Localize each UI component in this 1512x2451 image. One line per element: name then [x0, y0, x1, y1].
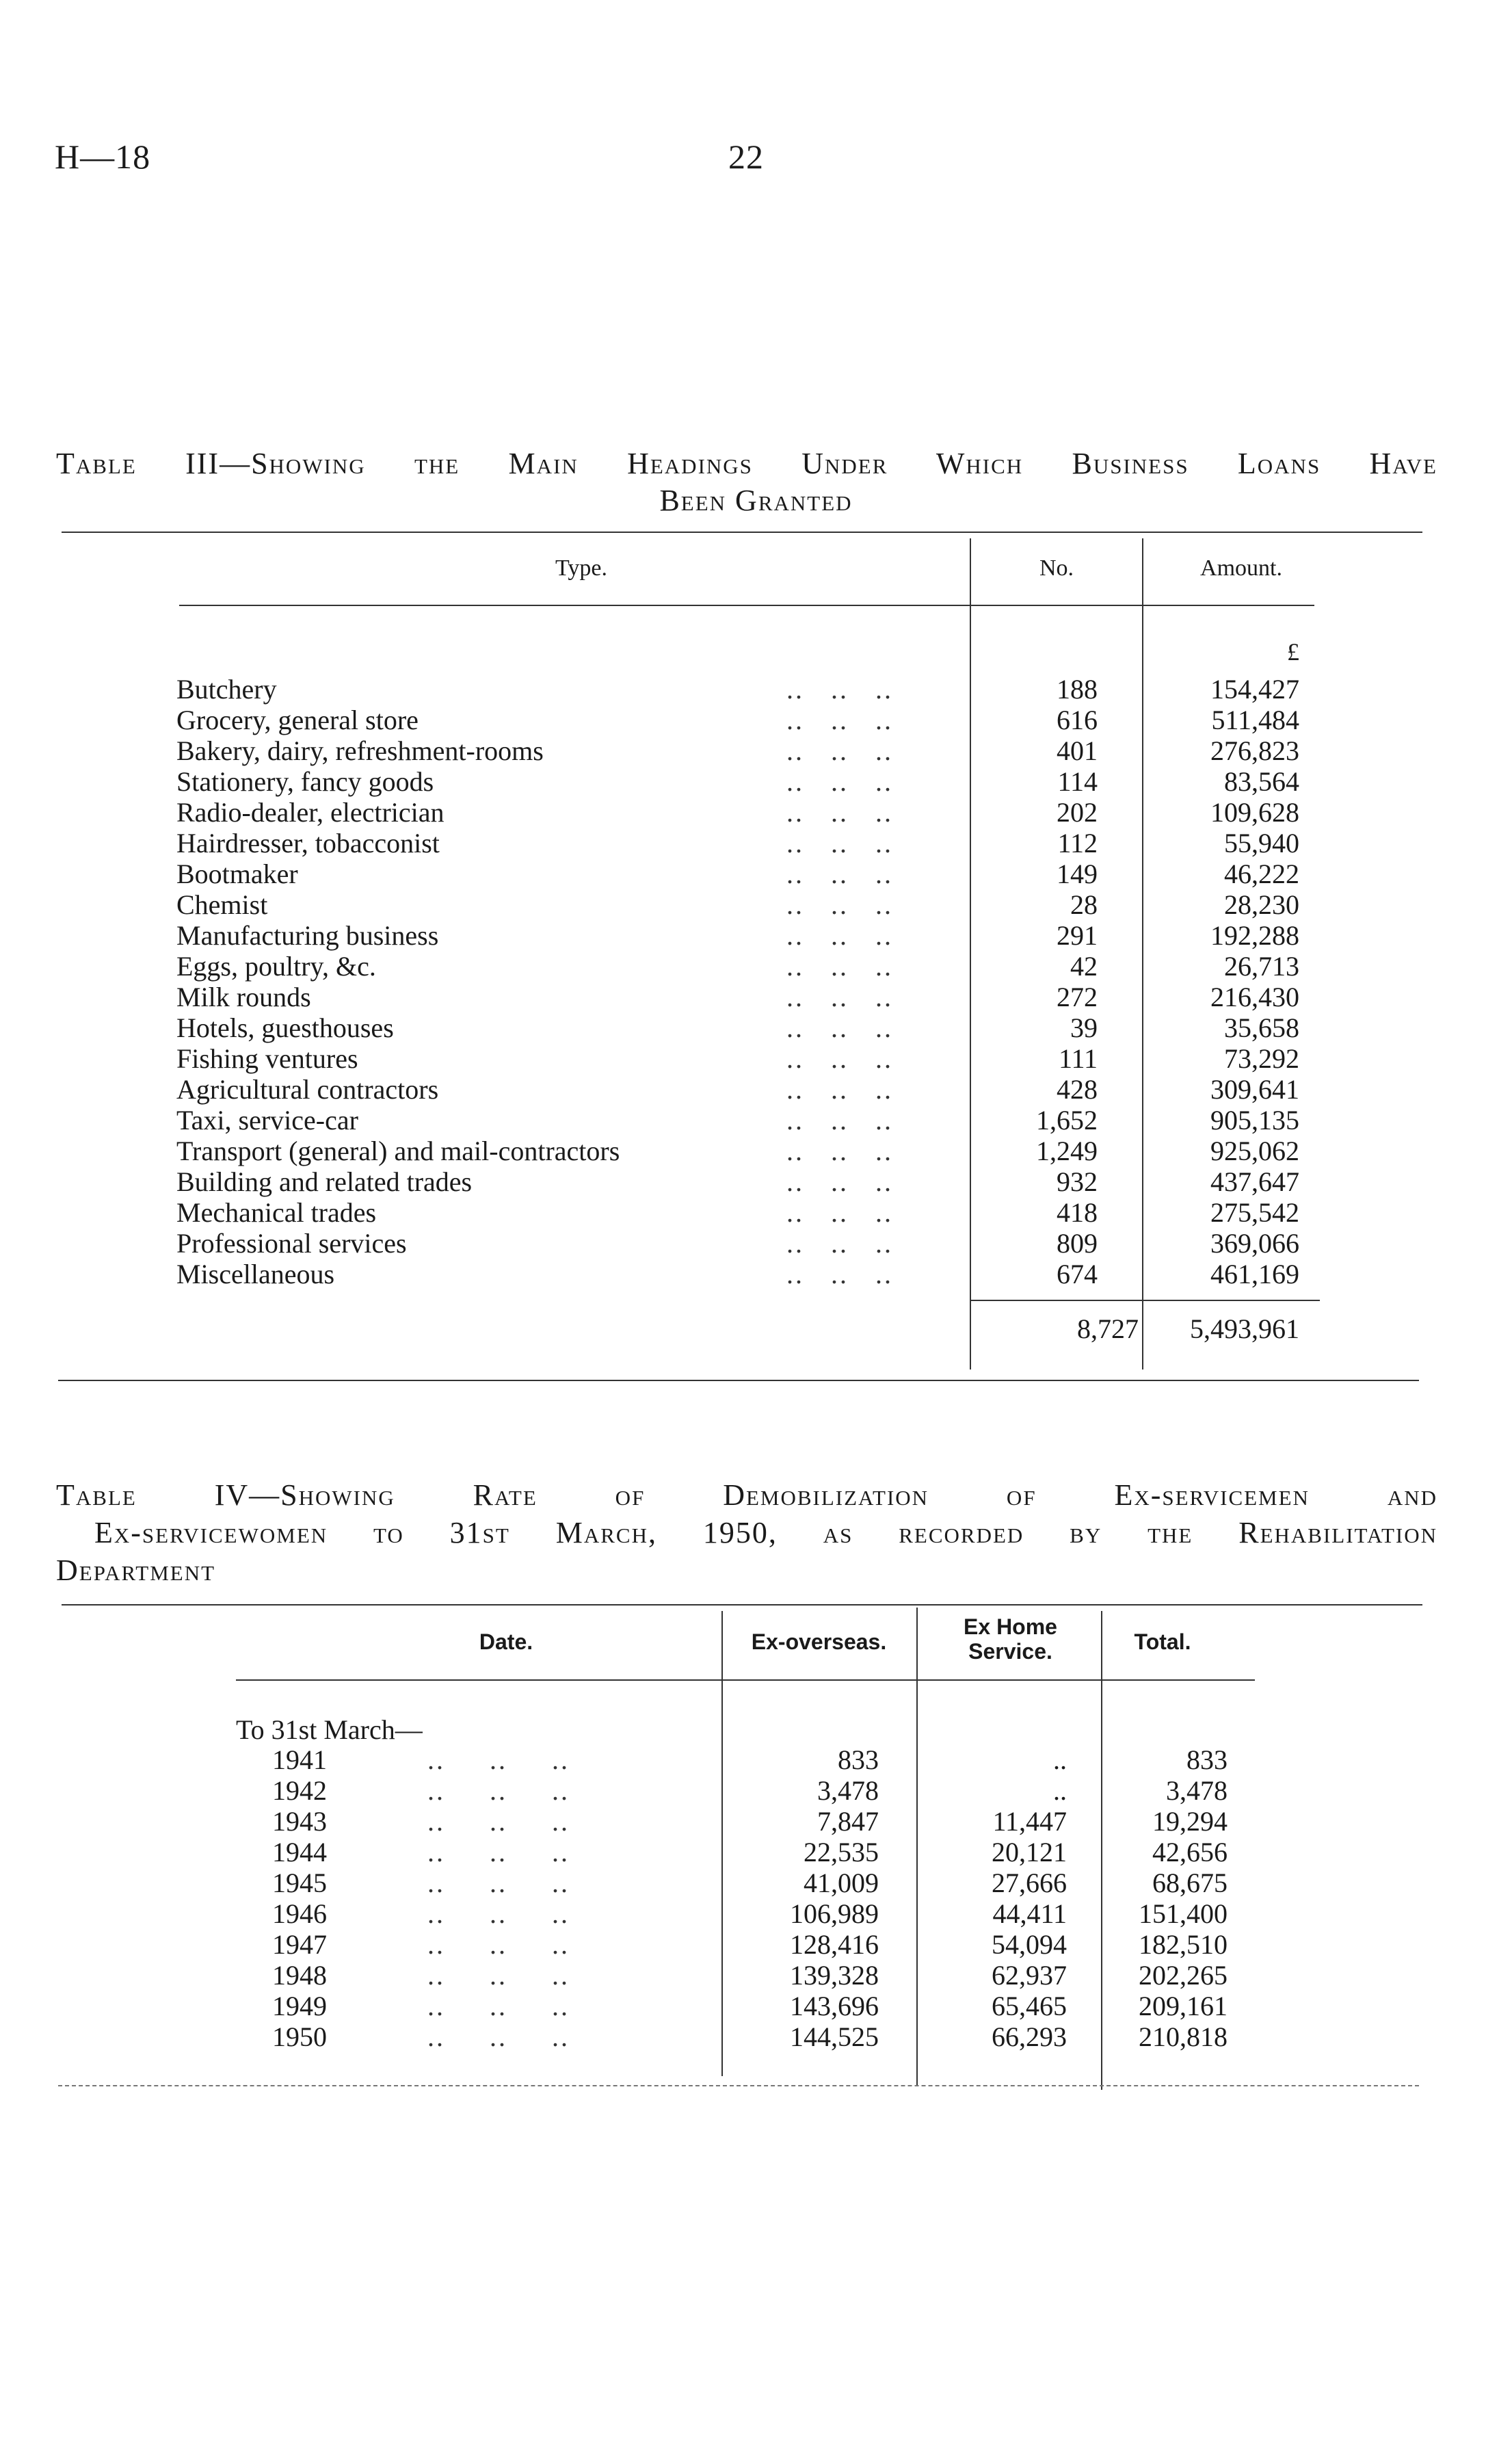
table-row — [0, 705, 1512, 735]
table-row — [0, 1867, 1512, 1898]
row-amount: 46,222 — [1224, 858, 1299, 889]
table3-total-rule — [971, 1300, 1320, 1301]
table-row — [0, 735, 1512, 766]
row-type: Mechanical trades — [176, 1197, 377, 1228]
row-type: Grocery, general store — [176, 705, 419, 735]
leader-dots: .. .. .. — [786, 920, 893, 951]
row-no: 114 — [1057, 766, 1098, 797]
row-ex-home-service: .. — [1053, 1744, 1067, 1775]
row-type: Hairdresser, tobacconist — [176, 828, 440, 858]
table3-col-amount: Amount. — [1200, 555, 1282, 581]
table-row — [0, 858, 1512, 889]
row-ex-home-service: 54,094 — [992, 1929, 1067, 1960]
row-no: 272 — [1057, 982, 1098, 1012]
leader-dots: .. .. .. — [786, 705, 893, 735]
row-ex-overseas: 139,328 — [790, 1960, 879, 1991]
leader-dots: .. .. .. — [786, 1228, 893, 1259]
table4-title-line3: Department — [56, 1554, 216, 1587]
table-row — [0, 1012, 1512, 1043]
table-row — [0, 1136, 1512, 1166]
row-no: 1,652 — [1036, 1105, 1098, 1136]
table4-col-total: Total. — [1134, 1629, 1191, 1654]
table-row — [0, 1228, 1512, 1259]
row-ex-overseas: 106,989 — [790, 1898, 879, 1929]
row-type: Milk rounds — [176, 982, 311, 1012]
table4-bottom-rule — [58, 2085, 1419, 2086]
table-row — [0, 828, 1512, 858]
table3-bottom-rule — [58, 1380, 1419, 1381]
row-type: Radio-dealer, electrician — [176, 797, 445, 828]
leader-dots: .. .. .. — [786, 735, 893, 766]
leader-dots: .. .. .. — [786, 1166, 893, 1197]
leader-dots: .. .. .. — [786, 828, 893, 858]
row-type: Fishing ventures — [176, 1043, 358, 1074]
leader-dots: .. .. .. — [427, 1775, 570, 1806]
row-year: 1949 — [272, 1991, 327, 2021]
leader-dots: .. .. .. — [786, 1197, 893, 1228]
row-no: 932 — [1057, 1166, 1098, 1197]
row-year: 1942 — [272, 1775, 327, 1806]
table4-col-home-line2: Service. — [968, 1639, 1052, 1664]
leader-dots: .. .. .. — [427, 2021, 570, 2052]
row-no: 111 — [1058, 1043, 1098, 1074]
row-type: Chemist — [176, 889, 268, 920]
row-ex-home-service: 66,293 — [992, 2021, 1067, 2052]
table4-col-date: Date. — [479, 1629, 533, 1654]
row-amount: 73,292 — [1224, 1043, 1299, 1074]
row-amount: 154,427 — [1210, 674, 1299, 705]
row-no: 418 — [1057, 1197, 1098, 1228]
row-ex-overseas: 22,535 — [804, 1837, 879, 1867]
row-no: 1,249 — [1036, 1136, 1098, 1166]
row-amount: 83,564 — [1224, 766, 1299, 797]
row-year: 1948 — [272, 1960, 327, 1991]
leader-dots: .. .. .. — [786, 1259, 893, 1289]
row-ex-home-service: 11,447 — [992, 1806, 1067, 1837]
leader-dots: .. .. .. — [427, 1898, 570, 1929]
table3-col-no: No. — [1039, 555, 1074, 581]
row-total: 19,294 — [1152, 1806, 1228, 1837]
page-number: 22 — [728, 137, 764, 176]
row-total: 209,161 — [1139, 1991, 1228, 2021]
table-row — [0, 1043, 1512, 1074]
table4-col-home-line1: Ex Home — [964, 1614, 1057, 1639]
row-ex-overseas: 833 — [838, 1744, 879, 1775]
row-year: 1945 — [272, 1867, 327, 1898]
leader-dots: .. .. .. — [427, 1991, 570, 2021]
leader-dots: .. .. .. — [427, 1806, 570, 1837]
row-amount: 437,647 — [1210, 1166, 1299, 1197]
table-row — [0, 797, 1512, 828]
table3-title-line1: Table III—Showing the Main Headings Under Which Business Loans Have — [56, 447, 1437, 480]
row-type: Bootmaker — [176, 858, 298, 889]
row-ex-home-service: .. — [1053, 1775, 1067, 1806]
row-type: Butchery — [176, 674, 277, 705]
leader-dots: .. .. .. — [786, 1074, 893, 1105]
document-reference: H—18 — [55, 137, 151, 176]
leader-dots: .. .. .. — [786, 797, 893, 828]
row-amount: 309,641 — [1210, 1074, 1299, 1105]
leader-dots: .. .. .. — [786, 1043, 893, 1074]
row-amount: 28,230 — [1224, 889, 1299, 920]
row-total: 202,265 — [1139, 1960, 1228, 1991]
leader-dots: .. .. .. — [786, 1105, 893, 1136]
table4-top-rule — [62, 1604, 1422, 1605]
row-no: 202 — [1057, 797, 1098, 828]
row-ex-overseas: 3,478 — [817, 1775, 879, 1806]
row-type: Professional services — [176, 1228, 407, 1259]
table-row — [0, 1259, 1512, 1289]
table-row — [0, 920, 1512, 951]
row-no: 674 — [1057, 1259, 1098, 1289]
leader-dots: .. .. .. — [427, 1837, 570, 1867]
leader-dots: .. .. .. — [786, 1012, 893, 1043]
row-type: Hotels, guesthouses — [176, 1012, 394, 1043]
table3-title-line2: Been Granted — [659, 484, 853, 517]
row-year: 1941 — [272, 1744, 327, 1775]
table-row — [0, 1775, 1512, 1806]
row-ex-home-service: 65,465 — [992, 1991, 1067, 2021]
row-no: 188 — [1057, 674, 1098, 705]
table4-subheading: To 31st March— — [236, 1714, 423, 1745]
row-ex-overseas: 128,416 — [790, 1929, 879, 1960]
leader-dots: .. .. .. — [786, 766, 893, 797]
row-no: 401 — [1057, 735, 1098, 766]
leader-dots: .. .. .. — [786, 674, 893, 705]
row-amount: 925,062 — [1210, 1136, 1299, 1166]
table3-currency: £ — [1287, 638, 1299, 666]
row-ex-overseas: 143,696 — [790, 1991, 879, 2021]
row-total: 42,656 — [1152, 1837, 1228, 1867]
leader-dots: .. .. .. — [786, 982, 893, 1012]
leader-dots: .. .. .. — [786, 951, 893, 982]
table-row — [0, 982, 1512, 1012]
table4-title-line1: Table IV—Showing Rate of Demobilization of Ex-servicemen and — [56, 1478, 1437, 1512]
row-amount: 461,169 — [1210, 1259, 1299, 1289]
table-row — [0, 1744, 1512, 1775]
row-amount: 369,066 — [1210, 1228, 1299, 1259]
row-year: 1944 — [272, 1837, 327, 1867]
row-type: Stationery, fancy goods — [176, 766, 434, 797]
row-ex-home-service: 44,411 — [992, 1898, 1067, 1929]
row-total: 3,478 — [1166, 1775, 1228, 1806]
row-ex-overseas: 41,009 — [804, 1867, 879, 1898]
row-year: 1943 — [272, 1806, 327, 1837]
table-row — [0, 1105, 1512, 1136]
row-no: 291 — [1057, 920, 1098, 951]
leader-dots: .. .. .. — [786, 1136, 893, 1166]
row-total: 68,675 — [1152, 1867, 1228, 1898]
table3-total-no: 8,727 — [1077, 1313, 1139, 1344]
row-amount: 35,658 — [1224, 1012, 1299, 1043]
table3-top-rule — [62, 532, 1422, 533]
table-row — [0, 2021, 1512, 2052]
table-row — [0, 1991, 1512, 2021]
leader-dots: .. .. .. — [427, 1960, 570, 1991]
table4-col-home — [920, 1614, 1101, 1664]
table-row — [0, 1929, 1512, 1960]
table-row — [0, 889, 1512, 920]
row-type: Building and related trades — [176, 1166, 473, 1197]
table-row — [0, 1197, 1512, 1228]
table4-title-line2: Ex-servicewomen to 31st March, 1950, as recorded by the Rehabilitation — [94, 1516, 1437, 1549]
row-ex-home-service: 20,121 — [992, 1837, 1067, 1867]
table-row — [0, 1898, 1512, 1929]
leader-dots: .. .. .. — [427, 1867, 570, 1898]
row-type: Bakery, dairy, refreshment-rooms — [176, 735, 544, 766]
row-no: 809 — [1057, 1228, 1098, 1259]
row-year: 1946 — [272, 1898, 327, 1929]
table-row — [0, 674, 1512, 705]
table-row — [0, 1806, 1512, 1837]
leader-dots: .. .. .. — [427, 1929, 570, 1960]
row-year: 1947 — [272, 1929, 327, 1960]
table3-col-type: Type. — [555, 555, 607, 581]
leader-dots: .. .. .. — [786, 889, 893, 920]
row-no: 112 — [1057, 828, 1098, 858]
table-row — [0, 1166, 1512, 1197]
row-type: Manufacturing business — [176, 920, 439, 951]
row-ex-home-service: 62,937 — [992, 1960, 1067, 1991]
table3-header-rule — [179, 605, 1314, 606]
row-no: 39 — [1070, 1012, 1098, 1043]
table-row — [0, 1960, 1512, 1991]
table3-total-row — [0, 1313, 1512, 1344]
row-ex-home-service: 27,666 — [992, 1867, 1067, 1898]
row-amount: 55,940 — [1224, 828, 1299, 858]
row-total: 833 — [1186, 1744, 1228, 1775]
row-amount: 276,823 — [1210, 735, 1299, 766]
row-year: 1950 — [272, 2021, 327, 2052]
row-ex-overseas: 144,525 — [790, 2021, 879, 2052]
leader-dots: .. .. .. — [427, 1744, 570, 1775]
row-amount: 511,484 — [1211, 705, 1299, 735]
row-amount: 216,430 — [1210, 982, 1299, 1012]
row-no: 616 — [1057, 705, 1098, 735]
row-total: 210,818 — [1139, 2021, 1228, 2052]
row-type: Eggs, poultry, &c. — [176, 951, 376, 982]
row-no: 42 — [1070, 951, 1098, 982]
row-amount: 109,628 — [1210, 797, 1299, 828]
row-amount: 26,713 — [1224, 951, 1299, 982]
table-row — [0, 1074, 1512, 1105]
row-type: Transport (general) and mail-contractors — [176, 1136, 620, 1166]
row-amount: 905,135 — [1210, 1105, 1299, 1136]
row-no: 28 — [1070, 889, 1098, 920]
row-amount: 192,288 — [1210, 920, 1299, 951]
row-amount: 275,542 — [1210, 1197, 1299, 1228]
leader-dots: .. .. .. — [786, 858, 893, 889]
row-type: Agricultural contractors — [176, 1074, 439, 1105]
table-row — [0, 1837, 1512, 1867]
row-ex-overseas: 7,847 — [817, 1806, 879, 1837]
table3-total-amount: 5,493,961 — [1190, 1313, 1299, 1344]
row-type: Taxi, service-car — [176, 1105, 358, 1136]
table-row — [0, 766, 1512, 797]
row-type: Miscellaneous — [176, 1259, 335, 1289]
table4-col-overseas: Ex-overseas. — [751, 1629, 887, 1654]
row-no: 149 — [1057, 858, 1098, 889]
row-total: 182,510 — [1139, 1929, 1228, 1960]
table-row — [0, 951, 1512, 982]
row-total: 151,400 — [1139, 1898, 1228, 1929]
row-no: 428 — [1057, 1074, 1098, 1105]
